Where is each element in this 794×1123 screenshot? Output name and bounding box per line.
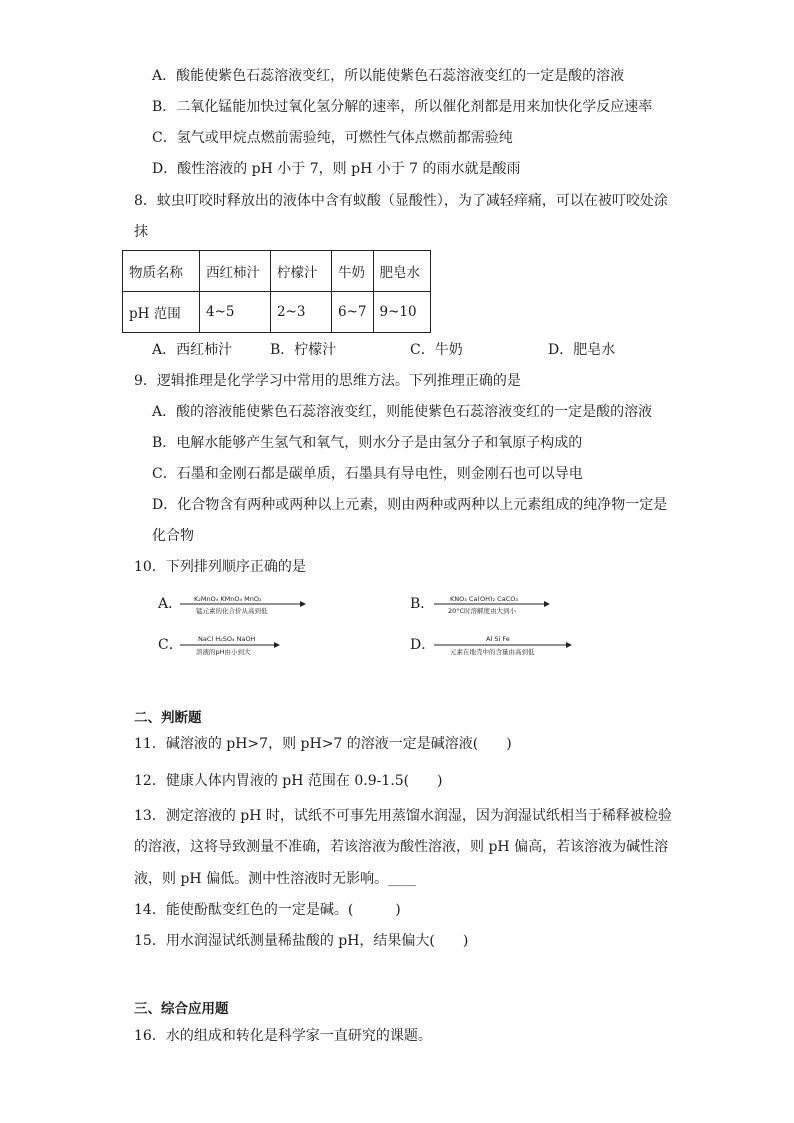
section-title-judgement: 二、判断题 [134,710,202,726]
q8-option-d: D．肥皂水 [548,342,616,358]
q16: 16．水的组成和转化是科学家一直研究的课题。 [134,1028,432,1044]
q13-cont-2: 液，则 pH 偏低。测中性溶液时无影响。____ [134,871,417,887]
q8-option-c: C．牛奶 [410,342,463,358]
table-cell: 西红柿汁 [200,251,271,292]
arrow-head [544,601,550,607]
q14: 14．能使酚酞变红色的一定是碱。( ) [134,902,401,918]
q9-stem: 9．逻辑推理是化学学习中常用的思维方法。下列推理正确的是 [134,373,521,389]
arrow-bottom-label: 溶液的pH由小到大 [196,648,251,656]
arrow-top-label: K₂MnO₄ KMnO₄ MnO₂ [194,595,262,603]
q7-option-b: B．二氧化锰能加快过氧化氢分解的速率，所以催化剂都是用来加快化学反应速率 [152,99,653,115]
q9-option-b: B．电解水能够产生氢气和氧气，则水分子是由氢分子和氧原子构成的 [152,435,583,451]
option-letter: D． [410,637,436,653]
table-cell: 4~5 [200,292,271,333]
table-cell: 9~10 [373,292,430,333]
q7-option-c: C．氢气或甲烷点燃前需验纯，可燃性气体点燃前都需验纯 [152,130,513,146]
table-header-row [123,251,431,292]
q9-option-a: A．酸的溶液能使紫色石蕊溶液变红，则能使紫色石蕊溶液变红的一定是酸的溶液 [152,404,653,420]
q8-option-b: B．柠檬汁 [270,342,337,358]
q9-option-d-cont: 化合物 [152,528,194,544]
table-cell: 物质名称 [123,251,200,292]
arrow-head [566,642,572,648]
table-cell: 牛奶 [332,251,374,292]
arrow-head [300,601,306,607]
section-title-application: 三、综合应用题 [134,1001,229,1017]
option-letter: C． [158,637,183,653]
arrow-bottom-label: 锰元素的化合价从高到低 [196,607,268,615]
arrow-diagram-b [434,592,564,620]
table-cell: 6~7 [332,292,374,333]
q9-option-c: C．石墨和金刚石都是碳单质，石墨具有导电性，则金刚石也可以导电 [152,466,583,482]
ph-table [122,250,431,333]
q9-option-d: D．化合物含有两种或两种以上元素，则由两种或两种以上元素组成的纯净物一定是 [152,497,668,513]
q12: 12．健康人体内胃液的 pH 范围在 0.9-1.5( ) [134,773,443,789]
arrow-bottom-label: 元素在地壳中的含量由高到低 [450,648,535,656]
arrow-bottom-label: 20°C时溶解度由大到小 [448,607,517,615]
table-cell: 肥皂水 [373,251,430,292]
table-cell: 柠檬汁 [271,251,332,292]
q13-cont-1: 的溶液，这将导致测量不准确，若该溶液为酸性溶液，则 pH 偏高，若该溶液为碱性溶 [134,839,669,855]
arrow-diagram-a [180,592,310,620]
q8-stem-cont: 抹 [134,224,148,240]
q8-stem: 8．蚊虫叮咬时释放出的液体中含有蚁酸（显酸性），为了减轻痒痛，可以在被叮咬处涂 [134,193,668,209]
q10-stem: 10．下列排列顺序正确的是 [134,559,306,575]
q15: 15．用水润湿试纸测量稀盐酸的 pH，结果偏大( ) [134,933,469,949]
arrow-diagram-d [434,632,584,660]
table-cell: 2~3 [271,292,332,333]
q7-option-a: A．酸能使紫色石蕊溶液变红，所以能使紫色石蕊溶液变红的一定是酸的溶液 [152,68,625,84]
arrow-head [274,642,280,648]
q13: 13．测定溶液的 pH 时，试纸不可事先用蒸馏水润湿，因为润湿试纸相当于稀释被检验 [134,808,672,824]
q8-option-a: A．西红柿汁 [152,342,233,358]
q7-option-d: D．酸性溶液的 pH 小于 7，则 pH 小于 7 的雨水就是酸雨 [152,161,521,177]
arrow-top-label: NaCl H₂SO₄ NaOH [198,635,256,643]
q11: 11．碱溶液的 pH>7，则 pH>7 的溶液一定是碱溶液( ) [134,736,512,752]
table-row [123,292,431,333]
arrow-top-label: KNO₃ Ca(OH)₂ CaCO₃ [450,595,518,603]
option-letter: B． [410,596,435,612]
arrow-diagram-c [180,632,290,660]
arrow-top-label: Al Si Fe [486,635,510,643]
option-letter: A． [158,596,183,612]
table-cell: pH 范围 [123,292,200,333]
